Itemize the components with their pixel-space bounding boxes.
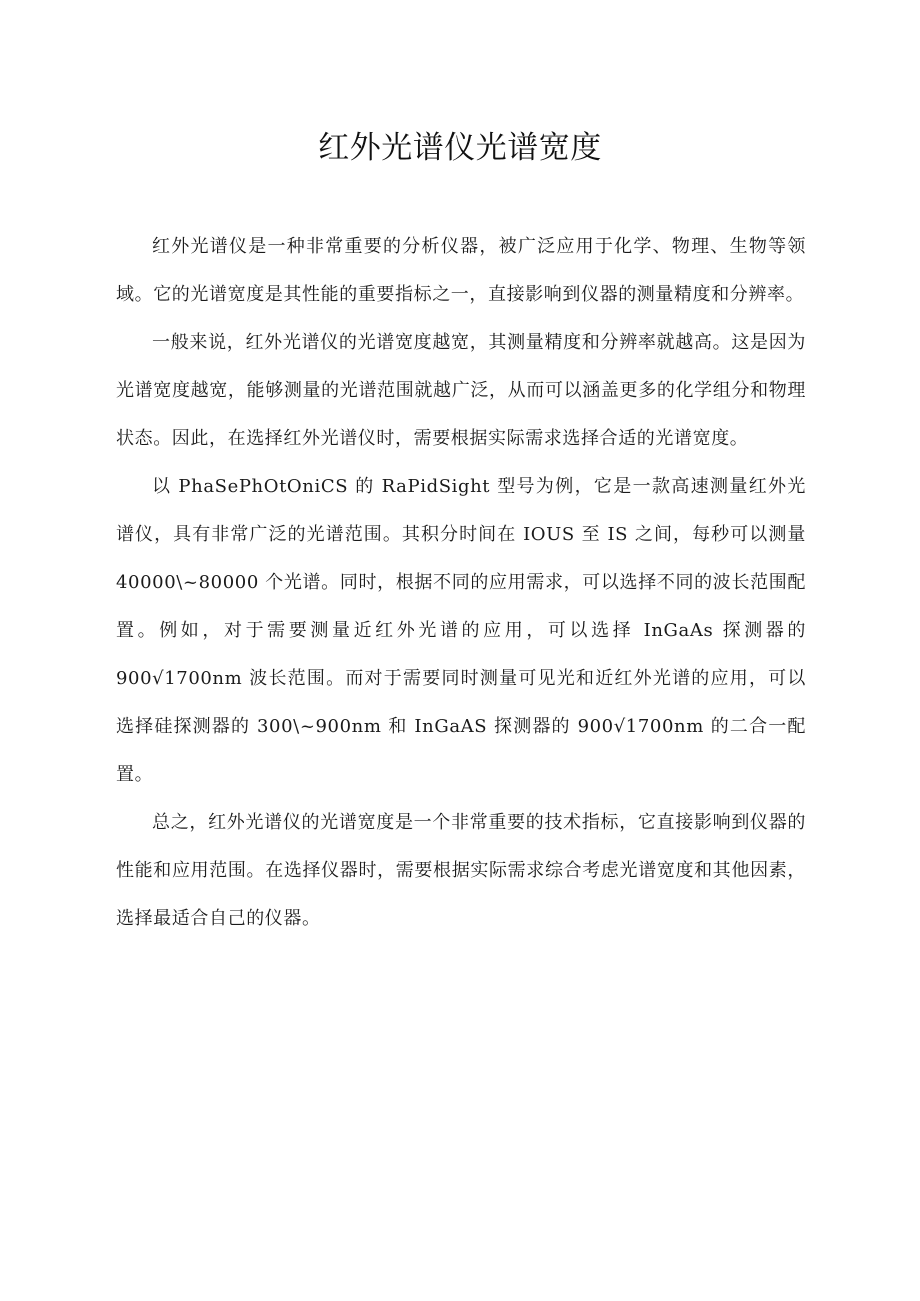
paragraph-width-effect: 一般来说，红外光谱仪的光谱宽度越宽，其测量精度和分辨率就越高。这是因为光谱宽度越宽，能够测量的光谱范围就越广泛，从而可以涵盖更多的化学组分和物理状态。因此，在选择红外光谱仪时，需要根据实际需求选择合适的光谱宽度。	[116, 332, 806, 449]
paragraph-intro: 红外光谱仪是一种非常重要的分析仪器，被广泛应用于化学、物理、生物等领域。它的光谱宽度是其性能的重要指标之一，直接影响到仪器的测量精度和分辨率。	[116, 236, 806, 305]
paragraph-example: 以 PhaSePhOtOniCS 的 RaPidSight 型号为例，它是一款高速测量红外光谱仪，具有非常广泛的光谱范围。其积分时间在 IOUS 至 IS 之间，每秒可以测量 40000\~80000 个光谱。同时，根据不同的应用需求，可以选择不同的波长范围配置。例如，对于需要测量近红外光谱的应用，可以选择 InGaAs 探测器的 900√1700nm 波长范围。而对于需要同时测量可见光和近红外光谱的应用，可以选择硅探测器的 300\~900nm 和 InGaAS 探测器的 900√1700nm 的二合一配置。	[116, 476, 806, 785]
document-body	[116, 223, 806, 943]
document-title: 红外光谱仪光谱宽度	[318, 130, 602, 166]
paragraph-conclusion: 总之，红外光谱仪的光谱宽度是一个非常重要的技术指标，它直接影响到仪器的性能和应用范围。在选择仪器时，需要根据实际需求综合考虑光谱宽度和其他因素，选择最适合自己的仪器。	[116, 812, 806, 929]
